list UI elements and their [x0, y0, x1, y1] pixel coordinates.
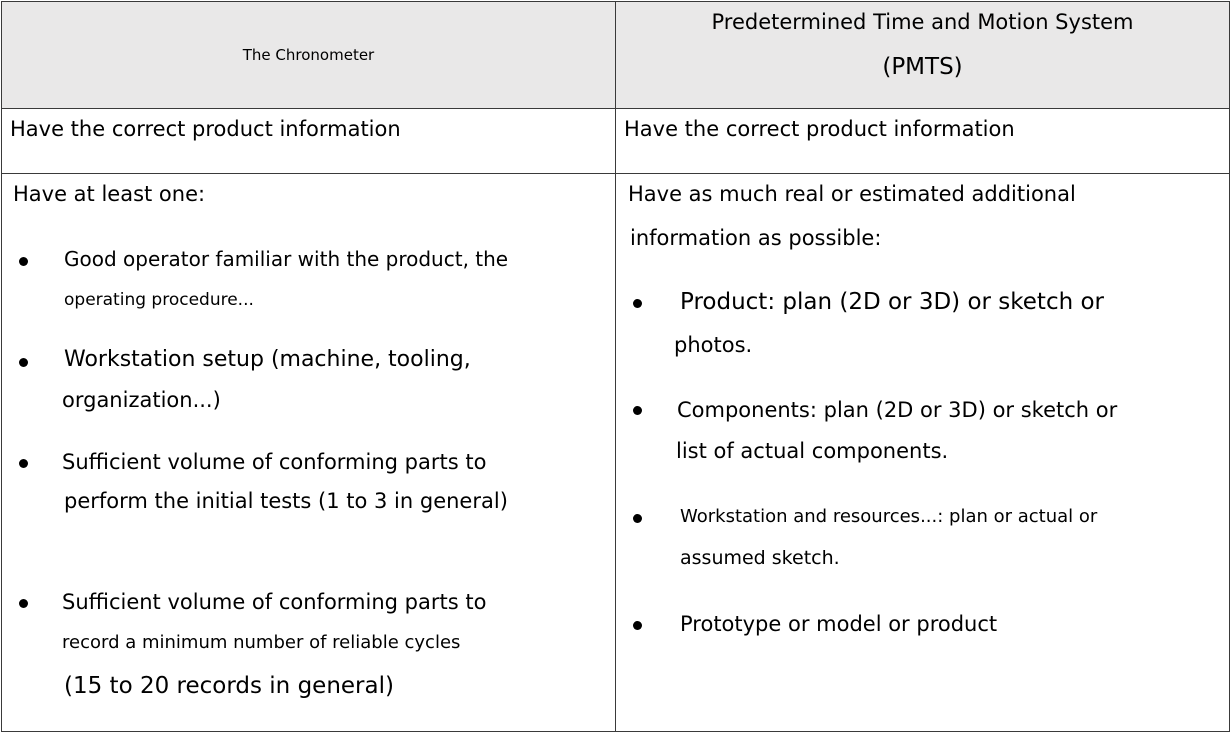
bullet-icon [633, 299, 642, 308]
bullet-icon [19, 358, 28, 367]
bullet-icon [633, 406, 642, 415]
table-border-left [1, 1, 2, 732]
bullet-icon [633, 514, 642, 523]
right-item-1-line2: photos. [674, 333, 753, 357]
header-chronometer [2, 2, 615, 108]
left-item-4-line3: (15 to 20 records in general) [64, 673, 394, 699]
right-item-3-line1: Workstation and resources...: plan or actual or [680, 506, 1098, 527]
right-intro-line1: Have as much real or estimated additional [628, 182, 1076, 206]
bullet-icon [633, 621, 642, 630]
bullet-icon [19, 459, 28, 468]
right-item-4-line1: Prototype or model or product [680, 612, 998, 636]
column-divider [615, 1, 616, 732]
left-item-4-line1: Sufficient volume of conforming parts to [62, 590, 487, 614]
left-item-1-line2: operating procedure... [64, 290, 254, 310]
right-item-3-line2: assumed sketch. [680, 547, 840, 569]
right-intro-line2: information as possible: [630, 226, 882, 250]
left-item-2-line2: organization...) [62, 388, 221, 412]
header-pmts [616, 2, 1229, 108]
left-item-3-line1: Sufficient volume of conforming parts to [62, 450, 487, 474]
left-item-1-line1: Good operator familiar with the product, the [64, 247, 509, 271]
left-item-3-line2: perform the initial tests (1 to 3 in general) [64, 489, 508, 513]
left-item-2-line1: Workstation setup (machine, tooling, [64, 347, 471, 372]
left-item-4-line2: record a minimum number of reliable cycles [62, 632, 461, 653]
header-pmts-abbrev: (PMTS) [882, 54, 963, 80]
row-divider [1, 173, 1230, 174]
header-chronometer-text: The Chronometer [242, 46, 375, 64]
right-item-2-line1: Components: plan (2D or 3D) or sketch or [677, 398, 1118, 422]
right-item-2-line2: list of actual components. [676, 439, 949, 463]
table-border-right [1229, 1, 1230, 732]
bullet-icon [19, 599, 28, 608]
right-item-1-line1: Product: plan (2D or 3D) or sketch or [680, 289, 1105, 315]
bullet-icon [19, 257, 28, 266]
table-border-bottom [1, 731, 1230, 732]
row1-right-text: Have the correct product information [624, 117, 1015, 141]
header-pmts-title: Predetermined Time and Motion System [711, 10, 1134, 34]
left-intro: Have at least one: [13, 182, 206, 206]
row1-left-text: Have the correct product information [10, 117, 401, 141]
header-divider [1, 108, 1230, 109]
